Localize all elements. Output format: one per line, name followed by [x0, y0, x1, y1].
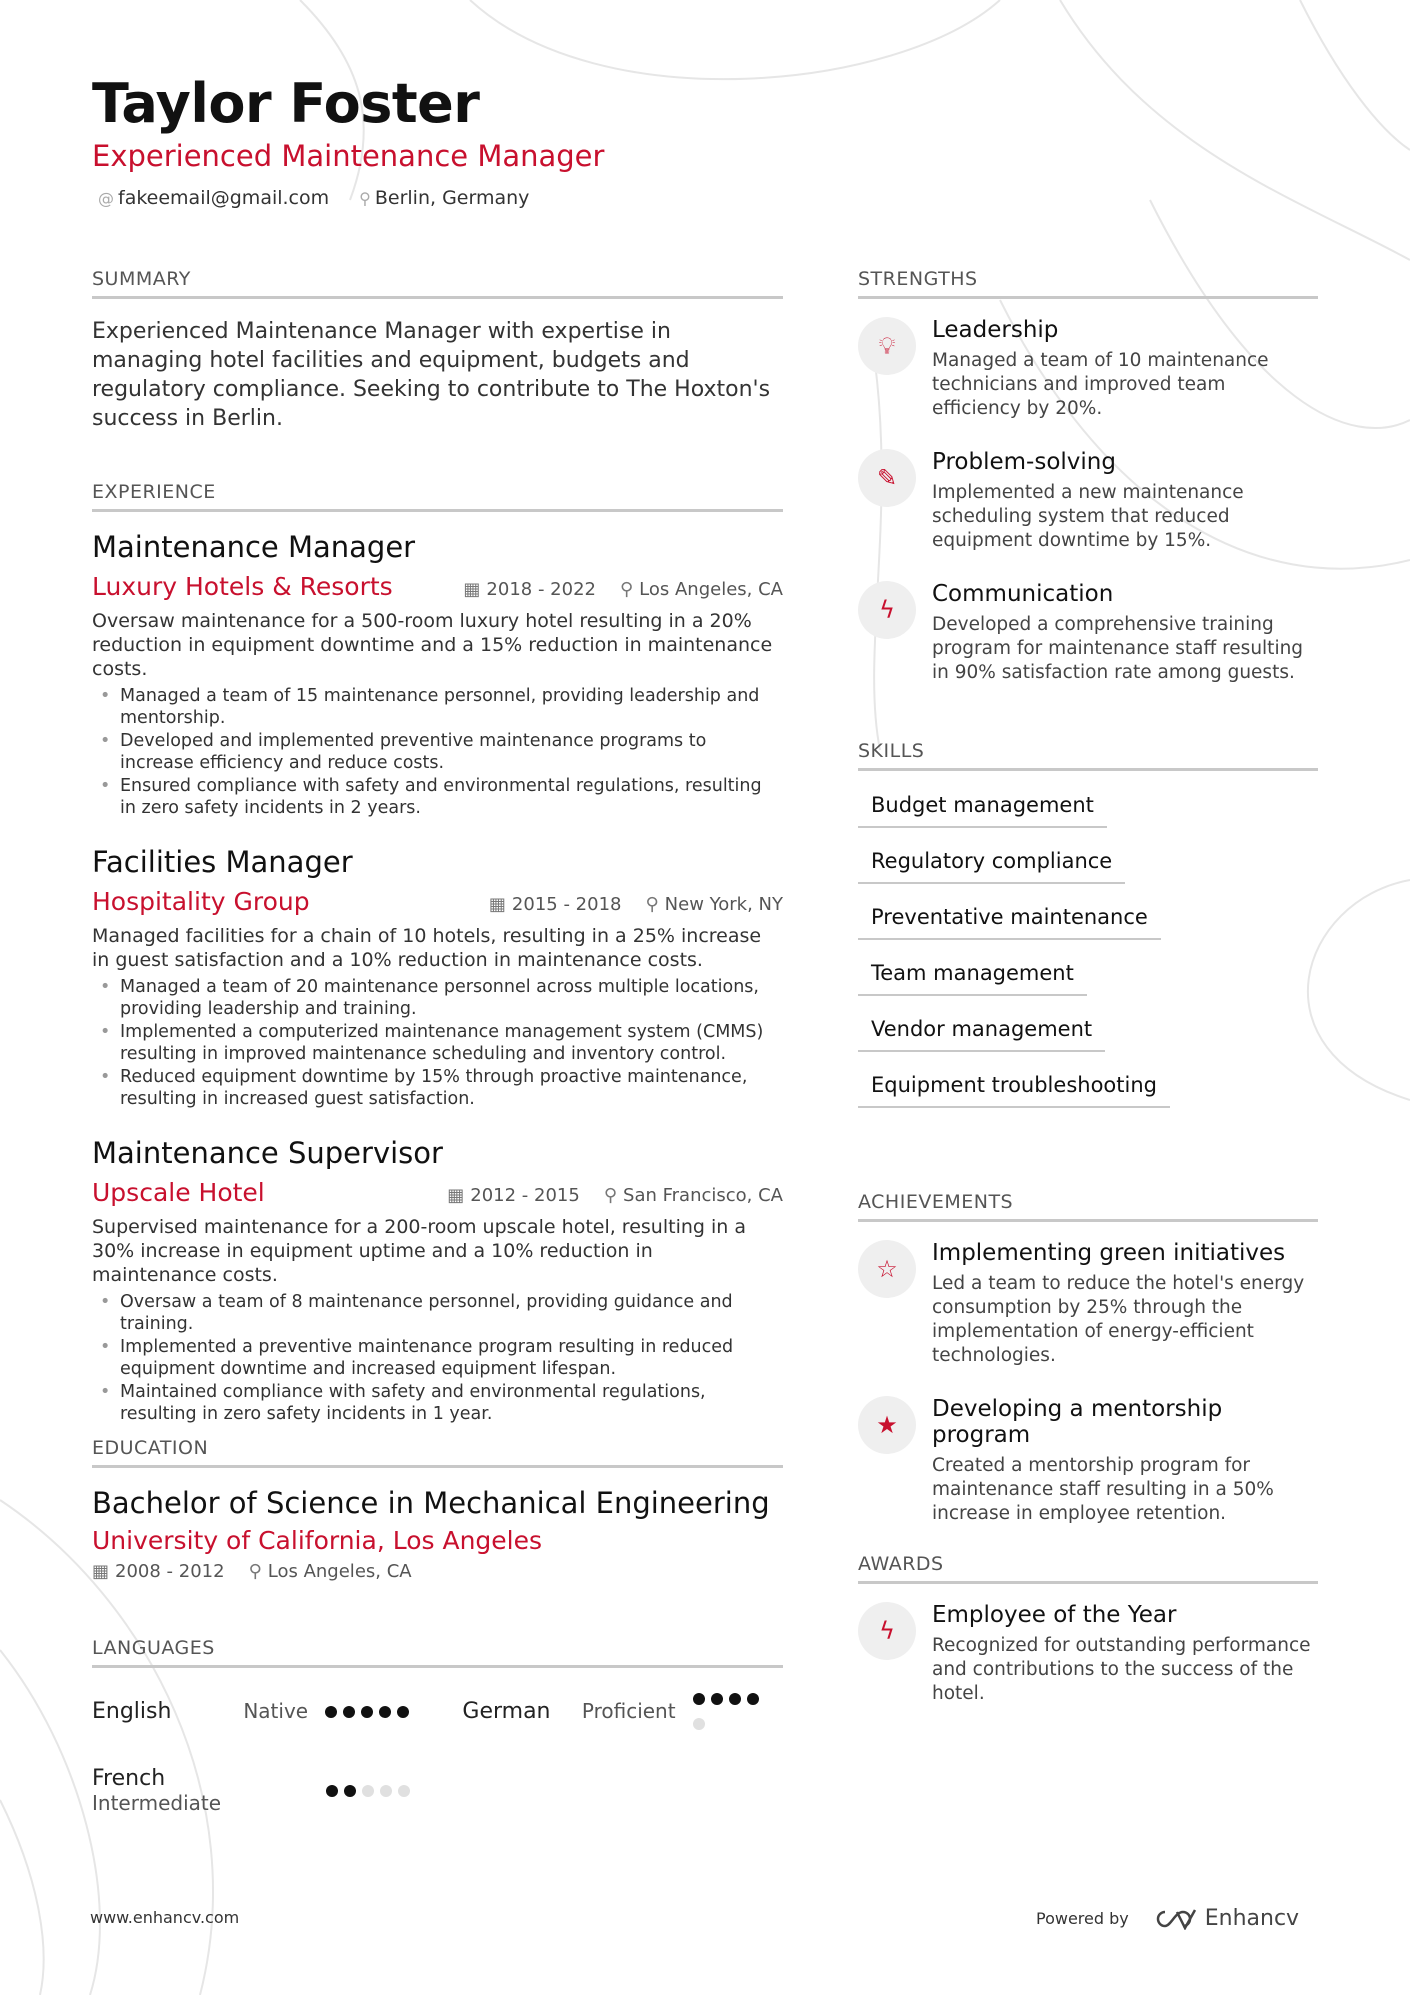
- section-heading: LANGUAGES: [92, 1637, 783, 1668]
- experience-section: [92, 481, 783, 1451]
- section-heading: SKILLS: [858, 740, 1318, 771]
- candidate-name: Taylor Foster: [92, 72, 480, 135]
- level-dot: [711, 1693, 723, 1705]
- calendar-icon: ▦: [488, 894, 506, 915]
- skill-tag: Preventative maintenance: [858, 905, 1161, 940]
- item-description: Recognized for outstanding performance and contributions to the success of the hotel.: [932, 1635, 1311, 1704]
- job-location: ⚲ New York, NY: [645, 894, 783, 915]
- calendar-icon: ▦: [92, 1561, 110, 1582]
- level-dot: [344, 1785, 356, 1797]
- map-pin-icon: ⚲: [603, 1185, 618, 1206]
- item-title: Developing a mentorship program: [932, 1396, 1223, 1448]
- company: Luxury Hotels & Resorts: [92, 572, 393, 601]
- enhancv-logo-icon: [1151, 1908, 1197, 1930]
- bullet-item: • Ensured compliance with safety and environmental regulations, resulting in zero safety incidents in 2 years.: [92, 775, 783, 819]
- section-heading: EDUCATION: [92, 1437, 783, 1468]
- level-dot: [343, 1706, 355, 1718]
- school: University of California, Los Angeles: [92, 1526, 543, 1555]
- languages-section: [92, 1637, 783, 1815]
- location: [359, 187, 529, 209]
- bullet-item: • Reduced equipment downtime by 15% through proactive maintenance, resulting in increased guest satisfaction.: [92, 1066, 783, 1110]
- section-heading: STRENGTHS: [858, 268, 1318, 299]
- job-description: Oversaw maintenance for a 500-room luxury hotel resulting in a 20% reduction in equipment downtime and a 15% reduction in maintenance costs.: [92, 610, 773, 680]
- map-pin-icon: ⚲: [359, 189, 371, 208]
- section-heading: SUMMARY: [92, 268, 783, 299]
- star-icon: ★: [858, 1396, 916, 1454]
- skill-tag: Regulatory compliance: [858, 849, 1125, 884]
- item-description: Developed a comprehensive training program for maintenance staff resulting in 90% satisfaction rate among guests.: [932, 614, 1304, 683]
- awards-section: [858, 1553, 1318, 1706]
- powered-by: Powered by: [1036, 1909, 1129, 1928]
- awards-item: [858, 1602, 1318, 1706]
- lightning-icon: ϟ: [858, 1602, 916, 1660]
- edu-dates: ▦ 2008 - 2012: [92, 1561, 225, 1582]
- job-location: ⚲ San Francisco, CA: [603, 1185, 783, 1206]
- star-outline-icon: ☆: [858, 1240, 916, 1298]
- footer-website[interactable]: www.enhancv.com: [90, 1908, 240, 1927]
- skills-section: [858, 740, 1318, 1129]
- job-dates: ▦ 2015 - 2018: [488, 894, 622, 915]
- achievements-item: [858, 1240, 1318, 1368]
- level-dot: [362, 1785, 374, 1797]
- skill-tag: Equipment troubleshooting: [858, 1073, 1170, 1108]
- job-entry: [92, 845, 783, 1110]
- item-description: Created a mentorship program for maintenance staff resulting in a 50% increase in employee retention.: [932, 1455, 1274, 1524]
- email[interactable]: [98, 187, 329, 209]
- magic-wand-icon: ✎: [858, 449, 916, 507]
- skill-tag: Budget management: [858, 793, 1107, 828]
- bullet-item: • Implemented a computerized maintenance management system (CMMS) resulting in improved maintenance scheduling and inventory control.: [92, 1021, 783, 1065]
- calendar-icon: ▦: [447, 1185, 465, 1206]
- job-title: Maintenance Manager: [92, 530, 416, 564]
- job-title: Maintenance Supervisor: [92, 1136, 443, 1170]
- map-pin-icon: ⚲: [619, 579, 634, 600]
- candidate-title: Experienced Maintenance Manager: [92, 139, 605, 173]
- summary-section: [92, 268, 783, 433]
- company: Upscale Hotel: [92, 1178, 265, 1207]
- item-title: Employee of the Year: [932, 1602, 1177, 1628]
- level-dot: [693, 1693, 705, 1705]
- language-name: English: [92, 1698, 172, 1724]
- bullet-item: • Implemented a preventive maintenance program resulting in reduced equipment downtime and increased equipment lifespan.: [92, 1336, 783, 1380]
- achievements-item: [858, 1396, 1318, 1526]
- level-dot: [325, 1706, 337, 1718]
- strengths-item: [858, 449, 1318, 553]
- job-dates: ▦ 2018 - 2022: [463, 579, 596, 600]
- job-entry: [92, 530, 783, 819]
- level-dot: [361, 1706, 373, 1718]
- level-dot: [326, 1785, 338, 1797]
- strengths-item: [858, 581, 1318, 685]
- item-description: Managed a team of 10 maintenance technicians and improved team efficiency by 20%.: [932, 350, 1269, 419]
- bullet-item: • Oversaw a team of 8 maintenance personnel, providing guidance and training.: [92, 1291, 783, 1335]
- enhancv-logo[interactable]: Enhancv: [1151, 1906, 1299, 1931]
- bullet-item: • Managed a team of 20 maintenance personnel across multiple locations, providing leadership and training.: [92, 976, 783, 1020]
- job-location: ⚲ Los Angeles, CA: [619, 579, 783, 600]
- job-dates: ▦ 2012 - 2015: [447, 1185, 580, 1206]
- bullet-item: • Developed and implemented preventive maintenance programs to increase efficiency and reduce costs.: [92, 730, 783, 774]
- section-heading: EXPERIENCE: [92, 481, 783, 512]
- strengths-section: [858, 268, 1318, 713]
- language-name: German: [462, 1698, 551, 1724]
- item-description: Led a team to reduce the hotel's energy consumption by 25% through the implementation of energy-efficient technologies.: [932, 1273, 1305, 1366]
- level-dot: [693, 1718, 705, 1730]
- job-title: Facilities Manager: [92, 845, 353, 879]
- level-dot: [729, 1693, 741, 1705]
- language-name: French: [92, 1766, 166, 1791]
- item-description: Implemented a new maintenance scheduling system that reduced equipment downtime by 15%.: [932, 482, 1244, 551]
- bullet-item: • Maintained compliance with safety and environmental regulations, resulting in zero safety incidents in 1 year.: [92, 1381, 783, 1425]
- language-rating: [325, 1699, 462, 1724]
- section-heading: ACHIEVEMENTS: [858, 1191, 1318, 1222]
- lightbulb-icon: 💡︎: [858, 317, 916, 375]
- section-heading: AWARDS: [858, 1553, 1318, 1584]
- skill-tag: Vendor management: [858, 1017, 1105, 1052]
- job-bullets: [92, 685, 783, 819]
- item-title: Leadership: [932, 317, 1059, 343]
- bullet-item: • Managed a team of 15 maintenance personnel, providing leadership and mentorship.: [92, 685, 783, 729]
- item-title: Communication: [932, 581, 1114, 607]
- map-pin-icon: ⚲: [645, 894, 659, 915]
- skill-tag: Team management: [858, 961, 1087, 996]
- map-pin-icon: ⚲: [248, 1561, 262, 1582]
- level-dot: [398, 1785, 410, 1797]
- language-rating: [326, 1778, 416, 1803]
- level-dot: [379, 1706, 391, 1718]
- achievements-section: [858, 1191, 1318, 1554]
- footer-branding: [1036, 1906, 1299, 1931]
- job-description: Supervised maintenance for a 200-room upscale hotel, resulting in a 30% increase in equipment uptime and a 10% reduction in maintenance costs.: [92, 1216, 746, 1286]
- level-dot: [380, 1785, 392, 1797]
- job-bullets: [92, 1291, 783, 1425]
- item-title: Implementing green initiatives: [932, 1240, 1286, 1266]
- at-icon: @: [98, 189, 114, 208]
- job-bullets: [92, 976, 783, 1110]
- language-rating: [693, 1686, 783, 1736]
- item-title: Problem-solving: [932, 449, 1116, 475]
- language-level: Native: [243, 1699, 309, 1723]
- job-description: Managed facilities for a chain of 10 hotels, resulting in a 25% increase in guest satisfaction and a 10% reduction in maintenance costs.: [92, 925, 762, 971]
- company: Hospitality Group: [92, 887, 310, 916]
- language-level: Proficient: [581, 1699, 676, 1723]
- location-text: Berlin, Germany: [374, 187, 530, 209]
- lightning-icon: ϟ: [858, 581, 916, 639]
- level-dot: [397, 1706, 409, 1718]
- email-text: fakeemail@gmail.com: [118, 187, 330, 209]
- degree: Bachelor of Science in Mechanical Engineering: [92, 1486, 770, 1520]
- language-level: Intermediate: [92, 1791, 222, 1815]
- summary-text: Experienced Maintenance Manager with expertise in managing hotel facilities and equipment, budgets and regulatory compliance. Seeking to contribute to The Hoxton's success in Berlin.: [92, 319, 771, 431]
- education-section: [92, 1437, 783, 1582]
- resume-header: [92, 72, 604, 209]
- strengths-item: [858, 317, 1318, 421]
- level-dot: [747, 1693, 759, 1705]
- calendar-icon: ▦: [463, 579, 481, 600]
- job-entry: [92, 1136, 783, 1425]
- edu-location: ⚲ Los Angeles, CA: [248, 1561, 412, 1582]
